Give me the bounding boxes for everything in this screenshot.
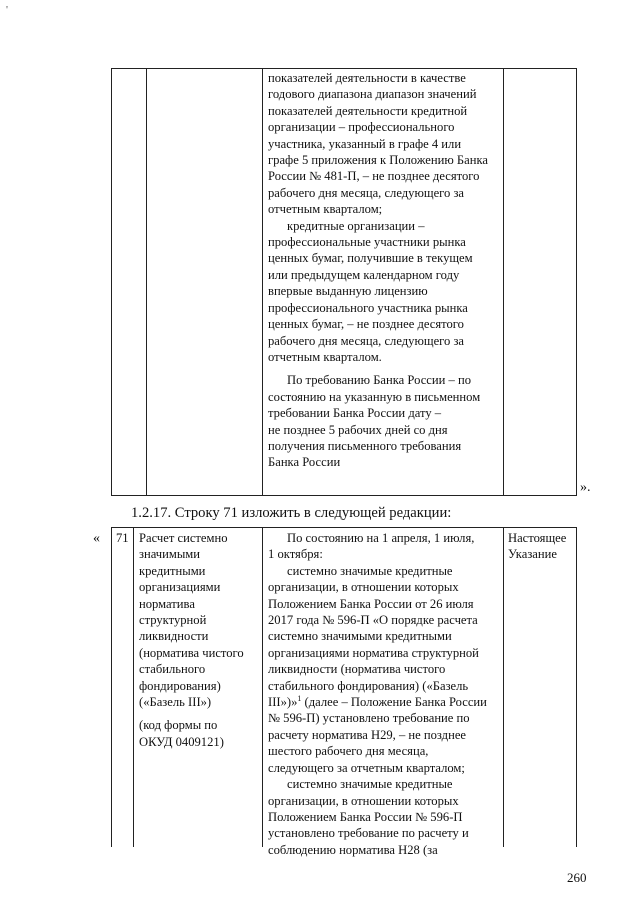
text-line: фондирования) <box>139 678 221 693</box>
text-line: организациями <box>139 580 221 595</box>
text-line: отчетным кварталом; <box>268 202 383 217</box>
table1-border-left <box>111 68 112 496</box>
text-line: Банка России <box>268 455 341 470</box>
text-line: следующего за отчетным кварталом; <box>268 760 465 775</box>
text-line: шестого рабочего дня месяца, <box>268 744 429 759</box>
text-line: установлено требование по расчету и <box>268 826 469 841</box>
form-code-line: (код формы по <box>139 718 218 733</box>
text-line: По требованию Банка России – по <box>287 373 472 388</box>
table1-border-col2 <box>262 68 263 496</box>
text-line: № 596-П) установлено требование по <box>268 711 470 726</box>
effective-cell <box>508 530 575 563</box>
table2-border-col2 <box>262 527 263 847</box>
text-line: ценных бумаг, получившие в текущем <box>268 251 473 266</box>
table1-bottom-border <box>111 495 577 496</box>
text-line: профессионального участника рынка <box>268 300 468 315</box>
corner-mark: ' <box>6 4 8 16</box>
text-line: («Базель III») <box>139 695 212 710</box>
text-line: Указание <box>508 547 557 562</box>
amendment-heading: 1.2.17. Строку 71 изложить в следующей редакции: <box>131 505 452 521</box>
table2-border-left <box>111 527 112 847</box>
text-line: организациями норматива структурной <box>268 645 479 660</box>
text-line: Расчет системно <box>139 531 228 545</box>
text-line: значимыми <box>139 547 201 562</box>
text-line: норматива <box>139 596 195 611</box>
text-line <box>268 694 502 710</box>
text-line: расчету норматива Н29, – не позднее <box>268 727 467 742</box>
text-line: не позднее 5 рабочих дней со дня <box>268 422 448 437</box>
text-line: структурной <box>139 613 207 628</box>
text-line: (норматива чистого <box>139 645 244 660</box>
text-line: системно значимыми кредитными <box>268 629 452 644</box>
text-line: ликвидности (норматива чистого <box>268 662 446 677</box>
table1-border-right <box>576 68 577 496</box>
text-line: Настоящее <box>508 531 567 545</box>
table2-border-right <box>576 527 577 847</box>
text-line: отчетным кварталом. <box>268 349 382 364</box>
text-line: показателей деятельности кредитной <box>268 103 468 118</box>
text-line: рабочего дня месяца, следующего за <box>268 185 465 200</box>
text-line: впервые выданную лицензию <box>268 284 428 299</box>
text-line: годового диапазона диапазон значений <box>268 87 477 102</box>
row-number: 71 <box>116 531 129 545</box>
table2-top-border <box>111 527 577 528</box>
text-line: требовании Банка России дату – <box>268 406 442 421</box>
text-line: рабочего дня месяца, следующего за <box>268 333 465 348</box>
text-line: системно значимые кредитные <box>287 563 453 578</box>
report-name-cell <box>139 530 261 750</box>
text-line: графе 5 приложения к Положению Банка <box>268 153 488 168</box>
table1-border-col3 <box>503 68 504 496</box>
table1-top-border <box>111 68 577 69</box>
text-line: стабильного <box>139 662 206 677</box>
closing-quote: ». <box>580 480 591 495</box>
text-line: получения письменного требования <box>268 438 462 453</box>
footnote-mark: 1 <box>297 693 302 703</box>
text-line: По состоянию на 1 апреля, 1 июля, <box>287 531 475 545</box>
text-line: кредитные организации – <box>287 218 425 233</box>
text-line: организации – профессионального <box>268 120 455 135</box>
text-line: ценных бумаг, – не позднее десятого <box>268 317 464 332</box>
text-fragment: III»)» <box>268 695 298 710</box>
text-line: показателей деятельности в качестве <box>268 71 466 85</box>
text-line: России № 481-П, – не позднее десятого <box>268 169 480 184</box>
text-line: Положением Банка России № 596-П <box>268 809 463 824</box>
text-line: профессиональные участники рынка <box>268 235 466 250</box>
opening-quote: « <box>93 531 100 546</box>
table1-deadline-cell <box>268 70 502 471</box>
text-line: системно значимые кредитные <box>287 777 453 792</box>
text-line: организации, в отношении которых <box>268 793 459 808</box>
table2-border-col1 <box>133 527 134 847</box>
form-code-line: ОКУД 0409121) <box>139 734 224 749</box>
text-line: ликвидности <box>139 629 209 644</box>
text-line: участника, указанный в графе 4 или <box>268 136 462 151</box>
text-line: организации, в отношении которых <box>268 580 459 595</box>
table1-border-col1 <box>146 68 147 496</box>
text-line: или предыдущем календарном году <box>268 267 460 282</box>
text-fragment: (далее – Положение Банка России <box>301 695 487 710</box>
page-number: 260 <box>567 870 587 885</box>
text-line: соблюдению норматива Н28 (за <box>268 842 438 857</box>
text-line: кредитными <box>139 563 206 578</box>
text-line: Положением Банка России от 26 июля <box>268 596 474 611</box>
table2-border-col3 <box>503 527 504 847</box>
text-line: 1 октября: <box>268 547 323 562</box>
deadline-cell <box>268 530 502 858</box>
text-line: стабильного фондирования) («Базель <box>268 678 469 693</box>
text-line: состоянию на указанную в письменном <box>268 389 481 404</box>
text-line: 2017 года № 596-П «О порядке расчета <box>268 613 478 628</box>
